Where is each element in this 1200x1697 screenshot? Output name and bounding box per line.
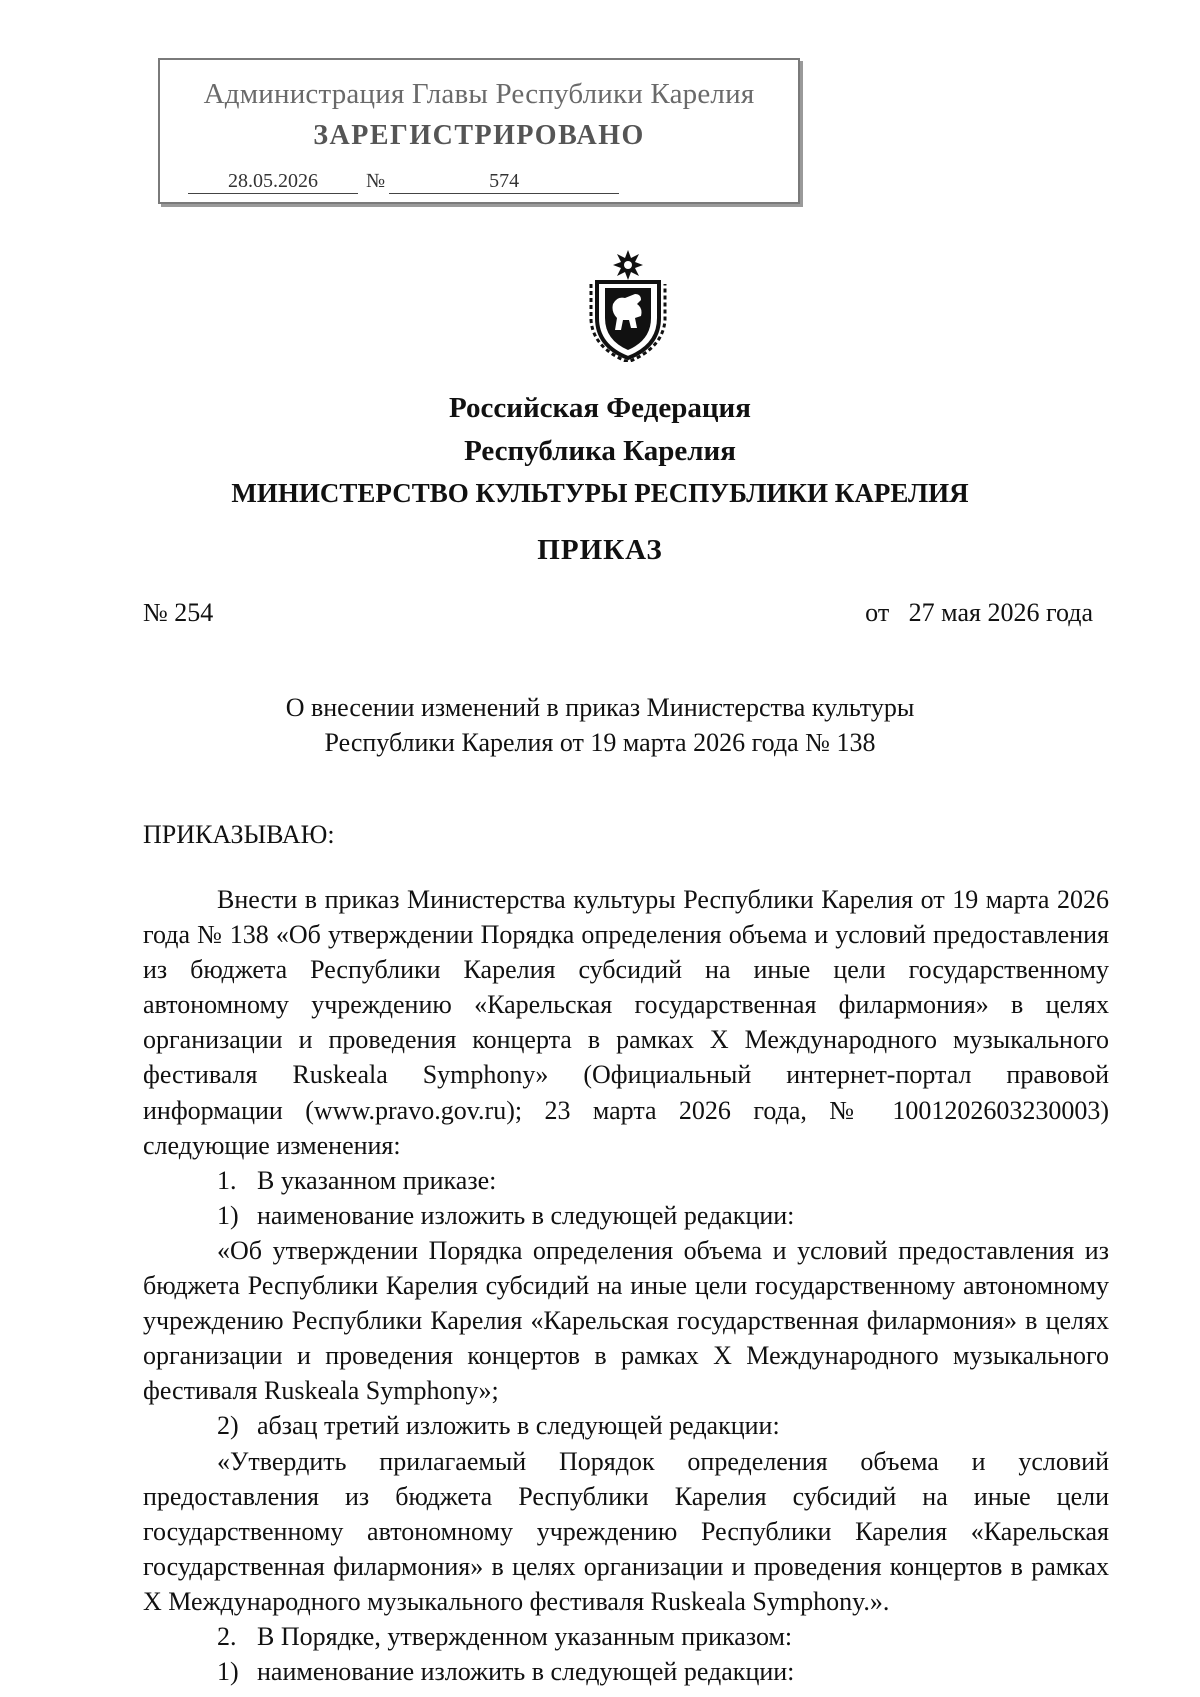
karelia-coat-of-arms-icon [583,248,673,362]
stamp-status: ЗАРЕГИСТРИРОВАНО [313,120,645,151]
item-text: В Порядке, утвержденном указанным приказом: [257,1621,793,1651]
order-number: № 254 [143,598,214,627]
decree-word: ПРИКАЗЫВАЮ: [143,820,335,849]
document-subject [0,690,1200,760]
item-text: наименование изложить в следующей редакции: [257,1657,795,1687]
document-type-heading: ПРИКАЗ [537,534,663,566]
item-number: 2) [217,1411,239,1441]
list-item [143,1198,1109,1233]
stamp-organization: Администрация Главы Республики Карелия [203,78,755,110]
list-item [143,1408,1109,1443]
item-number: 1. [217,1165,237,1195]
item-text: наименование изложить в следующей редакции: [257,1200,795,1230]
country-heading: Российская Федерация [449,392,751,424]
list-item [143,1654,1109,1689]
stamp-registration-row [188,170,619,194]
registration-stamp [158,58,800,204]
order-date: от 27 мая 2026 года [865,598,1093,627]
republic-heading: Республика Карелия [464,435,736,467]
quote-paragraph: «Об утверждении Порядка определения объема и условий предоставления из бюджета Республики Карелия субсидий на иные цели государственному автономному учреждению Республики Карелия «Карельская государственная филармония» в целях организации и проведения концертов в рамках X Международного музыкального фестиваля Ruskeala Symphony»; [143,1235,1109,1406]
intro-paragraph: Внести в приказ Министерства культуры Республики Карелия от 19 марта 2026 года № 138 «Об утверждении Порядка определения объема и условий предоставления из бюджета Республики Карелия субсидий на иные цели государственному автономному учреждению «Карельская государственная филармония» в целях организации и проведения концерта в рамках X Международного музыкального фестиваля Ruskeala Symphony» (Официальный интернет-портал правовой информации (www.pravo.gov.ru); 23 марта 2026 года, № 1001202603230003) следующие изменения: [143,885,1109,1160]
stamp-number-label: № [366,170,386,192]
item-number: 1) [217,1657,239,1687]
item-text: абзац третий изложить в следующей редакции: [257,1411,780,1441]
subject-line-1: О внесении изменений в приказ Министерства культуры [285,693,915,722]
stamp-number: 574 [389,170,619,194]
list-item [143,1619,1109,1654]
document-body [143,882,1109,1689]
item-number: 1) [217,1200,239,1230]
ministry-heading: МИНИСТЕРСТВО КУЛЬТУРЫ РЕСПУБЛИКИ КАРЕЛИЯ [231,478,969,508]
subject-line-2: Республики Карелия от 19 марта 2026 года № 138 [324,728,876,757]
item-text: В указанном приказе: [257,1165,497,1195]
quote-paragraph: «Утвердить прилагаемый Порядок определения объема и условий предоставления из бюджета Республики Карелия субсидий на иные цели государственному автономному учреждению Республики Карелия «Карельская государственная филармония» в целях организации и проведения концертов в рамках X Международного музыкального фестиваля Ruskeala Symphony.». [143,1446,1109,1616]
item-number: 2. [217,1621,237,1651]
stamp-date: 28.05.2026 [188,170,358,194]
list-item [143,1163,1109,1198]
